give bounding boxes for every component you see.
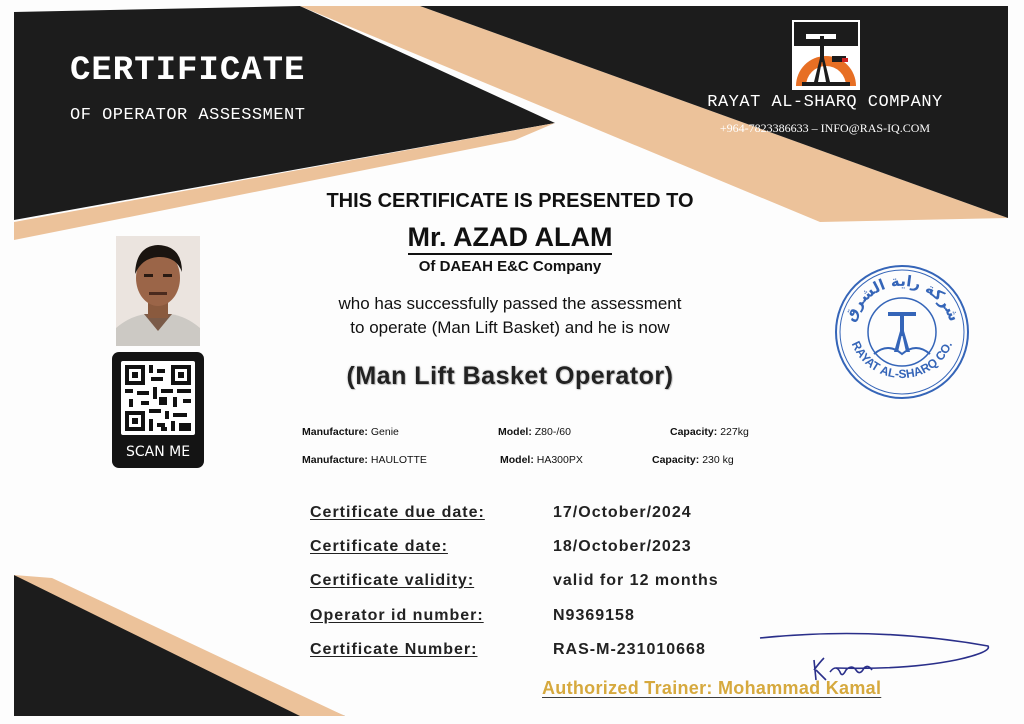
equipment-2-manufacture-value: HAULOTTE bbox=[370, 454, 427, 466]
certificate-date-label: Certificate date: bbox=[310, 538, 448, 555]
authorized-trainer: Authorized Trainer: Mohammad Kamal bbox=[542, 678, 882, 698]
qr-code-card[interactable] bbox=[112, 352, 204, 468]
certificate-due-date-value: 17/October/2024 bbox=[553, 504, 692, 521]
certificate-validity-label: Certificate validity: bbox=[310, 572, 475, 589]
equipment-2-model-label: Model: bbox=[500, 454, 534, 466]
operator-id-label: Operator id number: bbox=[310, 607, 484, 624]
person-photo-icon bbox=[116, 236, 200, 346]
equipment-1-model-value: Z80-/60 bbox=[534, 426, 571, 438]
equipment-1-capacity bbox=[670, 426, 749, 438]
certificate-number-value: RAS-M-231010668 bbox=[553, 641, 706, 658]
recipient-name-text: Mr. AZAD ALAM bbox=[408, 222, 613, 255]
svg-text:RAYAT AL-SHARQ CO.: RAYAT AL-SHARQ CO. bbox=[848, 338, 956, 382]
qr-code-icon bbox=[121, 361, 195, 435]
operator-id-value: N9369158 bbox=[553, 607, 635, 624]
certificate-validity-value: valid for 12 months bbox=[553, 572, 719, 589]
equipment-1-manufacture-label: Manufacture: bbox=[302, 426, 368, 438]
operator-role: (Man Lift Basket Operator) bbox=[346, 362, 674, 390]
equipment-2-capacity-value: 230 kg bbox=[702, 454, 734, 466]
recipient-company: Of DAEAH E&C Company bbox=[418, 258, 602, 275]
description bbox=[240, 292, 780, 340]
svg-text:شركة راية الشرق: شركة راية الشرق bbox=[840, 271, 964, 325]
certificate-title: CERTIFICATE bbox=[70, 52, 306, 90]
equipment-2-model bbox=[500, 454, 583, 466]
equipment-1-capacity-label: Capacity: bbox=[670, 426, 718, 438]
equipment-2-capacity bbox=[652, 454, 734, 466]
equipment-2-manufacture bbox=[302, 454, 427, 466]
scan-me-label: SCAN ME bbox=[125, 444, 191, 460]
presented-to-heading: THIS CERTIFICATE IS PRESENTED TO bbox=[326, 190, 694, 212]
operator-photo bbox=[116, 236, 200, 346]
equipment-2-capacity-label: Capacity: bbox=[652, 454, 700, 466]
certificate-due-date-label: Certificate due date: bbox=[310, 504, 485, 521]
description-line-2: to operate (Man Lift Basket) and he is now bbox=[350, 318, 670, 337]
qr-code[interactable] bbox=[121, 361, 195, 435]
company-stamp-icon bbox=[832, 262, 972, 402]
trainer-signature-icon bbox=[756, 624, 996, 684]
equipment-2-model-value: HA300PX bbox=[536, 454, 583, 466]
company-logo-icon bbox=[792, 20, 860, 90]
equipment-1-model bbox=[498, 426, 571, 438]
equipment-1-manufacture bbox=[302, 426, 399, 438]
description-line-1: who has successfully passed the assessment bbox=[338, 294, 682, 313]
equipment-1-manufacture-value: Genie bbox=[370, 426, 399, 438]
recipient-name bbox=[240, 222, 780, 253]
company-contact: +964-7823386633 – INFO@RAS-IQ.COM bbox=[719, 121, 931, 135]
equipment-2-manufacture-label: Manufacture: bbox=[302, 454, 368, 466]
equipment-1-model-label: Model: bbox=[498, 426, 532, 438]
certificate-date-value: 18/October/2023 bbox=[553, 538, 692, 555]
company-name: RAYAT AL-SHARQ COMPANY bbox=[707, 93, 943, 112]
certificate-number-label: Certificate Number: bbox=[310, 641, 478, 658]
equipment-1-capacity-value: 227kg bbox=[720, 426, 749, 438]
certificate-subtitle: OF OPERATOR ASSESSMENT bbox=[70, 106, 306, 125]
